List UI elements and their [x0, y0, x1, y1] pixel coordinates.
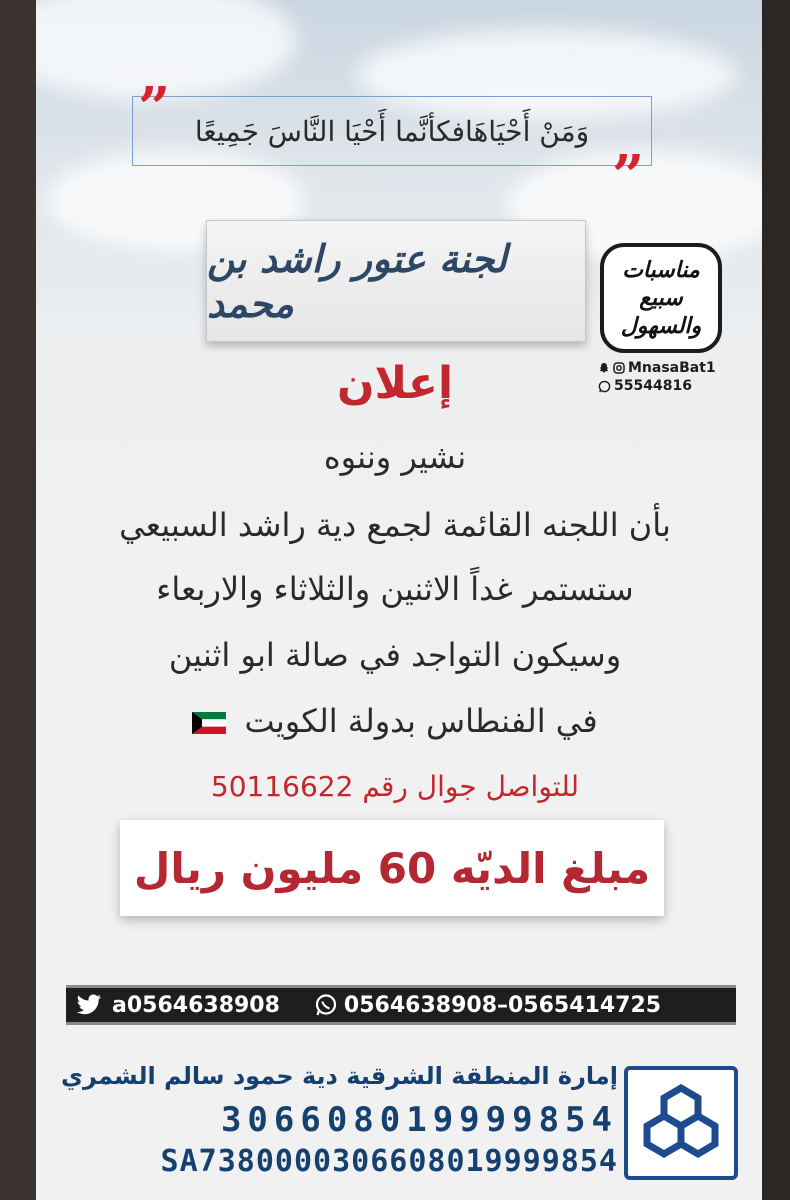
announcement-line: في الفنطاس بدولة الكويت — [244, 702, 598, 740]
announcement-title: إعلان — [336, 358, 454, 409]
bank-name: إمارة المنطقة الشرقية دية حمود سالم الشمري — [61, 1062, 618, 1090]
quote-icon: ” — [612, 143, 645, 209]
right-edge — [762, 0, 790, 1200]
amount-box — [120, 820, 664, 916]
bank-logo-icon — [624, 1066, 738, 1180]
social-handle — [598, 360, 726, 376]
logo-line: مناسبات — [622, 257, 700, 283]
announcement-line: بأن اللجنه القائمة لجمع دية راشد السبيعي — [119, 506, 671, 544]
logo-whatsapp — [598, 378, 726, 394]
bank-iban: SA7380000306608019999854 — [160, 1144, 618, 1179]
amount-text: مبلغ الديّه 60 مليون ريال — [133, 843, 651, 893]
logo-box — [600, 243, 722, 353]
logo-line: والسهول — [620, 313, 702, 339]
announcement-line: ستستمر غداً الاثنين والثلاثاء والاربعاء — [156, 570, 634, 608]
committee-box — [206, 220, 586, 342]
announcement-line: نشير وننوه — [323, 438, 467, 476]
verse-box — [132, 96, 652, 166]
whatsapp-icon — [314, 993, 338, 1017]
committee-title: لجنة عتور راشد بن محمد — [207, 236, 507, 326]
quote-icon: ” — [138, 75, 171, 141]
contact-bar — [66, 985, 736, 1025]
whatsapp-icon — [598, 380, 611, 393]
kuwait-flag-icon — [192, 712, 226, 734]
logo-line: سبيع — [639, 285, 683, 311]
snapchat-icon — [598, 362, 610, 374]
bank-account: 306608019999854 — [220, 1100, 618, 1140]
instagram-icon — [613, 362, 625, 374]
phone-line: للتواصل جوال رقم 50116622 — [210, 770, 580, 803]
logo-whatsapp-text: 55544816 — [614, 378, 692, 394]
bank-logo-icon — [628, 1070, 734, 1176]
announcement-location — [40, 702, 750, 740]
announcement-line: وسيكون التواجد في صالة ابو اثنين — [168, 636, 622, 674]
social-handle-text: MnasaBat1 — [628, 360, 716, 376]
twitter-handle: a0564638908 — [112, 992, 280, 1018]
twitter-icon — [76, 994, 102, 1016]
whatsapp-numbers: 0564638908–0565414725 — [343, 992, 662, 1018]
verse-text: وَمَنْ أَحْيَاهَافكأنَّما أَحْيَا النَّاسَ جَمِيعًا — [194, 114, 590, 148]
